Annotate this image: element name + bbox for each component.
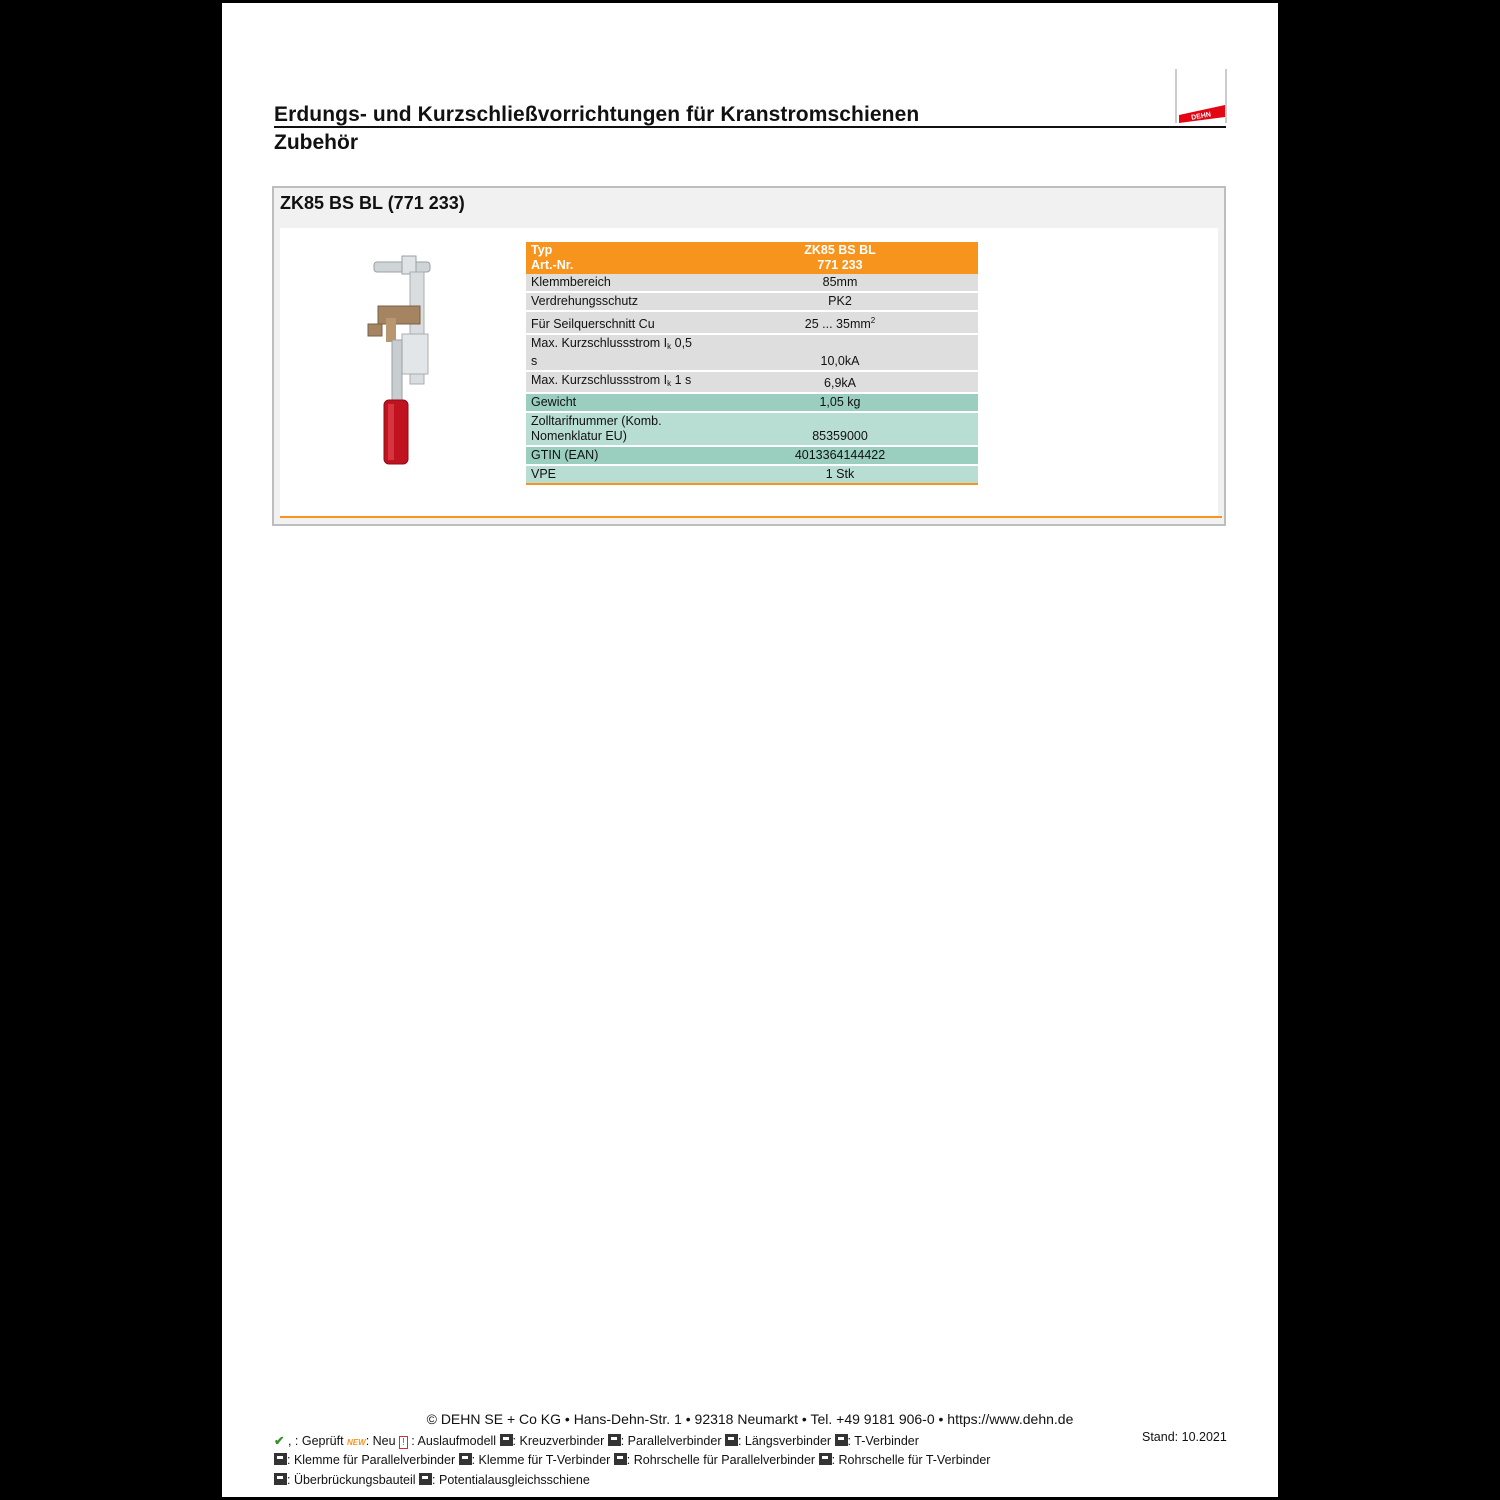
spec-table-header	[526, 242, 978, 274]
row-label	[526, 371, 702, 393]
legend-line-2	[274, 1453, 990, 1467]
discontinued-icon: !	[399, 1436, 408, 1449]
table-row	[526, 274, 978, 292]
legend-clamp-parallel: : Klemme für Parallelverbinder	[287, 1453, 459, 1467]
legend-equipotential: : Potentialausgleichsschiene	[432, 1473, 590, 1487]
pipe-clamp-parallel-icon	[614, 1453, 627, 1465]
page-subtitle: Zubehör	[274, 131, 358, 154]
row-label: Gewicht	[526, 393, 702, 412]
product-card	[272, 186, 1226, 526]
svg-text:DEHN: DEHN	[1190, 111, 1212, 122]
label-text: Max. Kurzschlussstrom I	[531, 336, 668, 350]
product-card-body	[280, 228, 1218, 518]
row-value-main: 25 ... 35mm	[804, 317, 871, 331]
row-label	[526, 334, 702, 371]
label-text: Max. Kurzschlussstrom I	[531, 373, 668, 387]
legend-pipe-t: : Rohrschelle für T-Verbinder	[831, 1453, 991, 1467]
new-icon: NEW	[347, 1438, 366, 1447]
bridging-component-icon	[274, 1473, 287, 1485]
legend-discontinued: : Auslaufmodell	[407, 1434, 500, 1448]
header-label-art-nr: Art.-Nr.	[531, 258, 574, 272]
footer-stand-date: Stand: 10.2021	[1142, 1430, 1227, 1444]
legend-parallel: : Parallelverbinder	[620, 1434, 725, 1448]
row-label: Klemmbereich	[526, 274, 702, 292]
label-text-post: 0,5	[671, 336, 692, 350]
legend-line-3	[274, 1473, 590, 1487]
label-line2: Nomenklatur EU)	[531, 429, 627, 443]
legend-pipe-parallel: : Rohrschelle für Parallelverbinder	[626, 1453, 819, 1467]
cross-connector-icon	[500, 1434, 513, 1446]
legend-checked: , : Geprüft	[284, 1434, 348, 1448]
table-row	[526, 292, 978, 311]
table-row	[526, 412, 978, 446]
table-row	[526, 465, 978, 484]
header-label-type: Typ	[531, 243, 553, 257]
t-connector-icon	[835, 1434, 848, 1446]
header-value-art-nr: 771 233	[817, 258, 863, 272]
page-title: Erdungs- und Kurzschließvorrichtungen für Kranstromschienen	[274, 103, 920, 126]
title-rule	[274, 126, 1226, 128]
table-row	[526, 393, 978, 412]
card-bottom-rule	[280, 516, 1222, 518]
row-value: 85mm	[702, 274, 978, 292]
row-value: 1 Stk	[702, 465, 978, 484]
row-label: Für Seilquerschnitt Cu	[526, 311, 702, 334]
pipe-clamp-t-icon	[819, 1453, 832, 1465]
superscript: 2	[870, 316, 876, 325]
legend-longitudinal: : Längsverbinder	[737, 1434, 835, 1448]
product-title: ZK85 BS BL (771 233)	[280, 193, 465, 213]
label-text: Zolltarifnummer (Komb.	[531, 414, 662, 428]
datasheet-page	[222, 3, 1278, 1497]
subscript: k	[667, 379, 672, 388]
footer-address: © DEHN SE + Co KG • Hans-Dehn-Str. 1 • 92318 Neumarkt • Tel. +49 9181 906-0 • https://www.dehn.de	[426, 1411, 1074, 1427]
legend-cross: : Kreuzverbinder	[512, 1434, 608, 1448]
row-label: Verdrehungsschutz	[526, 292, 702, 311]
row-value: 85359000	[702, 412, 978, 446]
row-value: 1,05 kg	[702, 393, 978, 412]
equipotential-bar-icon	[419, 1473, 432, 1485]
row-value	[702, 311, 978, 334]
label-line2: s	[531, 354, 538, 368]
table-row	[526, 446, 978, 465]
clamp-parallel-icon	[274, 1453, 287, 1465]
legend-new: : Neu	[365, 1434, 400, 1448]
table-row	[526, 311, 978, 334]
parallel-connector-icon	[608, 1434, 621, 1446]
legend-bridging: : Überbrückungsbauteil	[287, 1473, 420, 1487]
row-value: 6,9kA	[702, 371, 978, 393]
legend-t-connector: : T-Verbinder	[847, 1434, 919, 1448]
legend-clamp-t: : Klemme für T-Verbinder	[471, 1453, 614, 1467]
legend-line-1	[274, 1433, 919, 1448]
subscript: k	[667, 342, 672, 351]
label-text-post: 1 s	[671, 373, 692, 387]
row-value: 4013364144422	[702, 446, 978, 465]
dehn-logo	[1175, 69, 1227, 123]
row-value: PK2	[702, 292, 978, 311]
longitudinal-connector-icon	[725, 1434, 738, 1446]
spec-table	[526, 242, 978, 485]
table-row	[526, 371, 978, 393]
row-value: 10,0kA	[702, 334, 978, 371]
header-value-type: ZK85 BS BL	[804, 243, 876, 257]
checked-icon: ✔	[274, 1434, 285, 1448]
table-row	[526, 334, 978, 371]
clamp-t-icon	[459, 1453, 472, 1465]
row-label: GTIN (EAN)	[526, 446, 702, 465]
earthing-clamp-product-photo	[366, 254, 436, 466]
row-label: VPE	[526, 465, 702, 484]
row-label	[526, 412, 702, 446]
